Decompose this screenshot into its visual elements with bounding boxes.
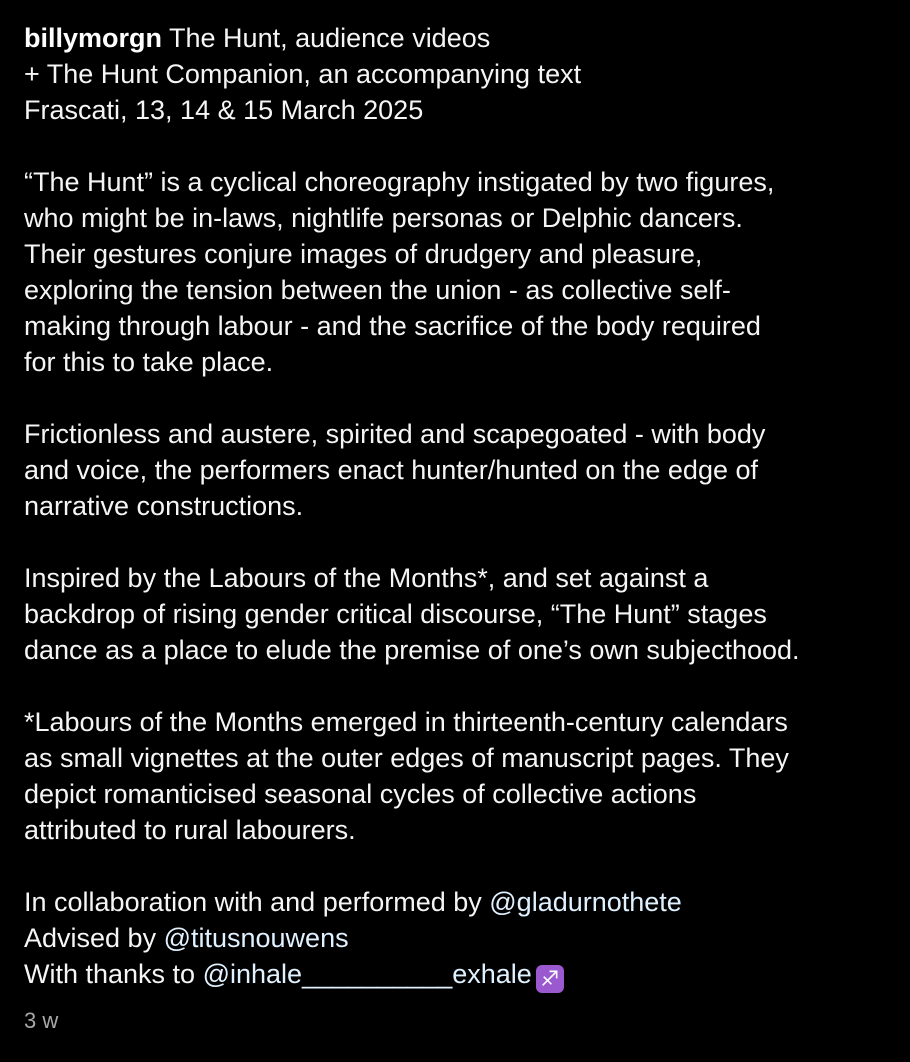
credit-advised-label: Advised by xyxy=(24,923,164,953)
caption-line: making through labour - and the sacrifice of the body required xyxy=(24,311,761,341)
caption-line: dance as a place to elude the premise of one’s own subjecthood. xyxy=(24,635,800,665)
caption-line: backdrop of rising gender critical discourse, “The Hunt” stages xyxy=(24,599,767,629)
caption-paragraph-3 xyxy=(24,560,886,668)
credit-thanks-label: With thanks to xyxy=(24,959,203,989)
caption-header-line-1 xyxy=(24,20,886,56)
caption-line: narrative constructions. xyxy=(24,491,304,521)
caption-paragraph-2 xyxy=(24,416,886,524)
caption-line: Frictionless and austere, spirited and scapegoated - with body xyxy=(24,419,766,449)
mention-titusnouwens[interactable]: @titusnouwens xyxy=(163,923,349,953)
mention-inhale-exhale[interactable]: @inhale__________exhale xyxy=(202,959,532,989)
caption-credits xyxy=(24,884,886,993)
caption-line: who might be in-laws, nightlife personas or Delphic dancers. xyxy=(24,203,743,233)
mention-gladurnothete[interactable]: @gladurnothete xyxy=(489,887,682,917)
caption-paragraph-1 xyxy=(24,164,886,380)
credit-collab xyxy=(24,884,886,920)
post-caption xyxy=(24,20,886,993)
caption-line: for this to take place. xyxy=(24,347,274,377)
caption-line: attributed to rural labourers. xyxy=(24,815,356,845)
credit-thanks xyxy=(24,956,886,993)
caption-line: as small vignettes at the outer edges of manuscript pages. They xyxy=(24,743,789,773)
credit-collab-label: In collaboration with and performed by xyxy=(24,887,490,917)
caption-line: exploring the tension between the union - as collective self- xyxy=(24,275,731,305)
sagittarius-icon: ♐ xyxy=(536,965,564,993)
caption-header-line-2: + The Hunt Companion, an accompanying text xyxy=(24,59,582,89)
caption-title-text: The Hunt, audience videos xyxy=(162,23,491,53)
post-timestamp[interactable]: 3 w xyxy=(24,1008,59,1033)
caption-line: Their gestures conjure images of drudgery and pleasure, xyxy=(24,239,703,269)
caption-header-line-3: Frascati, 13, 14 & 15 March 2025 xyxy=(24,95,424,125)
caption-line: and voice, the performers enact hunter/hunted on the edge of xyxy=(24,455,758,485)
username-link[interactable]: billymorgn xyxy=(24,23,163,53)
caption-header xyxy=(24,20,886,128)
caption-line: “The Hunt” is a cyclical choreography instigated by two figures, xyxy=(24,167,775,197)
caption-line: Inspired by the Labours of the Months*, and set against a xyxy=(24,563,709,593)
credit-advised xyxy=(24,920,886,956)
caption-paragraph-4 xyxy=(24,704,886,848)
caption-line: *Labours of the Months emerged in thirteenth-century calendars xyxy=(24,707,788,737)
caption-line: depict romanticised seasonal cycles of collective actions xyxy=(24,779,697,809)
